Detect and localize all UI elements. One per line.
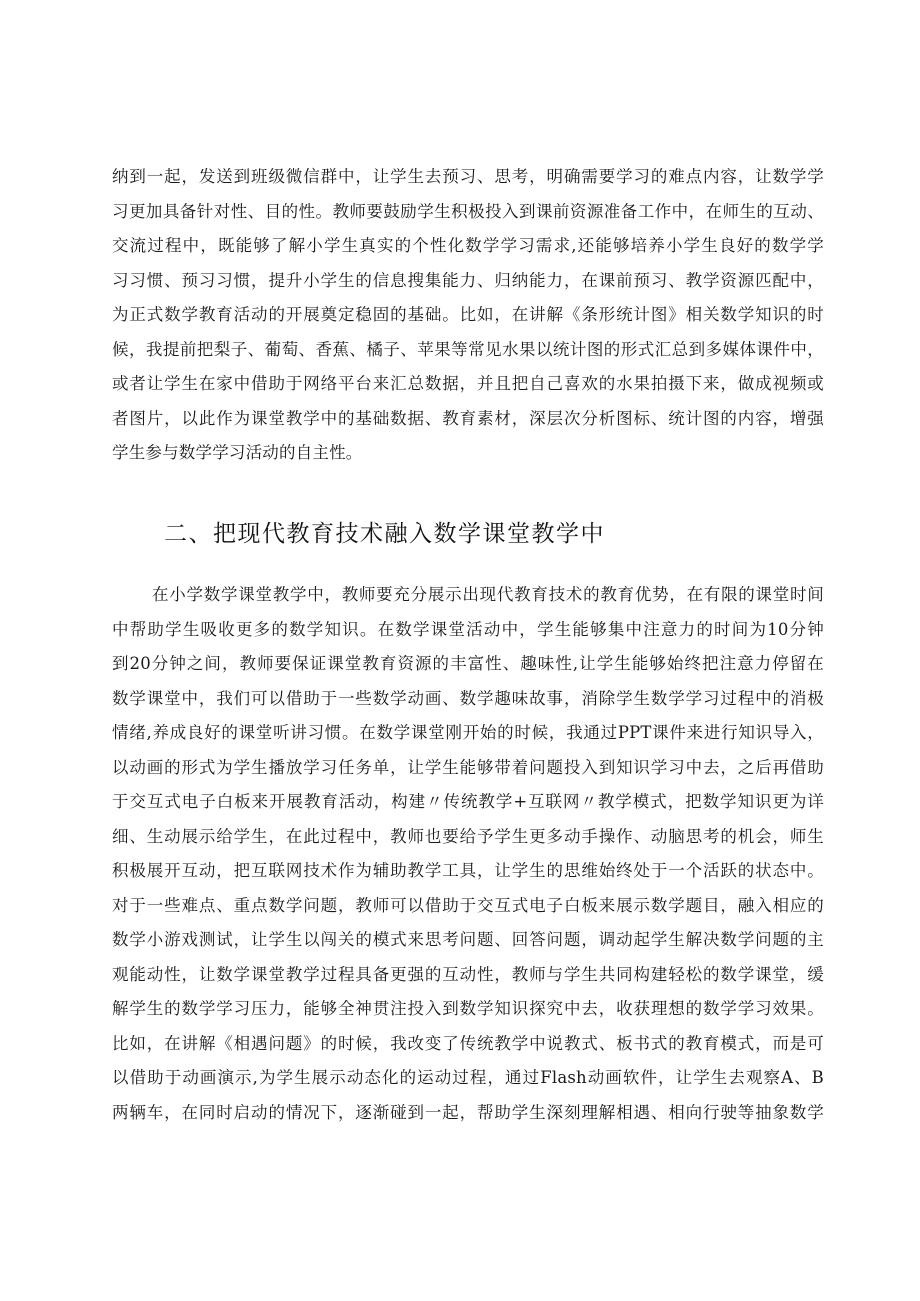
text-line: 细、生动展示给学生，在此过程中，教师也要给予学生更多动手操作、动脑思考的机会，师生 xyxy=(112,826,824,846)
text-line: 以借助于动画演示,为学生展示动态化的运动过程，通过Flash动画软件，让学生去观察A、B xyxy=(112,1068,824,1087)
text-line: 在小学数学课堂教学中，教师要充分展示出现代教育技术的教育优势，在有限的课堂时间 xyxy=(152,585,824,604)
text-line: 于交互式电子白板来开展教育活动，构建〃传统教学+互联网〃教学模式，把数学知识更为详 xyxy=(112,792,824,811)
text-line: 两辆车，在同时启动的情况下，逐渐碰到一起，帮助学生深刻理解相遇、相向行驶等抽象数学 xyxy=(112,1102,824,1122)
text-line: 为正式数学教育活动的开展奠定稳固的基础。比如，在讲解《条形统计图》相关数学知识的时 xyxy=(112,305,824,324)
text-line: 数学课堂中，我们可以借助于一些数学动画、数学趣味故事，消除学生数学学习过程中的消极 xyxy=(112,688,824,708)
section-heading: 二、把现代教育技术融入数学课堂教学中 xyxy=(164,521,605,547)
text-line: 中帮助学生吸收更多的数学知识。在数学课堂活动中，学生能够集中注意力的时间为10分钟 xyxy=(112,619,824,639)
text-line: 情绪,养成良好的课堂听讲习惯。在数学课堂刚开始的时候，我通过PPT课件来进行知识导入， xyxy=(112,723,824,742)
paragraph-2 xyxy=(112,578,824,1130)
text-line: 解学生的数学学习压力，能够全神贯注投入到数学知识探究中去，收获理想的数学学习效果。 xyxy=(112,999,824,1018)
text-line: 者图片，以此作为课堂教学中的基础数据、教育素材，深层次分析图标、统计图的内容，增强 xyxy=(112,408,824,428)
text-line: 以动画的形式为学生播放学习任务单，让学生能够带着问题投入到知识学习中去，之后再借助 xyxy=(112,757,824,777)
text-line: 候，我提前把梨子、葡萄、香蕉、橘子、苹果等常见水果以统计图的形式汇总到多媒体课件中， xyxy=(112,339,824,359)
text-line: 或者让学生在家中借助于网络平台来汇总数据，并且把自己喜欢的水果拍摄下来，做成视频或 xyxy=(112,374,824,393)
text-line: 比如，在讲解《相遇问题》的时候，我改变了传统教学中说教式、板书式的教育模式，而是可 xyxy=(112,1033,824,1053)
text-line: 对于一些难点、重点数学问题，教师可以借助于交互式电子白板来展示数学题目，融入相应的 xyxy=(112,895,824,915)
text-line: 学生参与数学学习活动的自主性。 xyxy=(112,443,363,462)
paragraph-1 xyxy=(112,160,824,471)
text-line: 数学小游戏测试，让学生以闯关的模式来思考问题、回答问题，调动起学生解决数学问题的主 xyxy=(112,930,824,949)
text-line: 观能动性，让数学课堂教学过程具备更强的互动性，教师与学生共同构建轻松的数学课堂，缓 xyxy=(112,964,824,984)
text-line: 纳到一起，发送到班级微信群中，让学生去预习、思考，明确需要学习的难点内容，让数学学 xyxy=(112,167,824,186)
text-line: 习习惯、预习习惯，提升小学生的信息搜集能力、归纳能力，在课前预习、教学资源匹配中， xyxy=(112,270,824,290)
text-line: 积极展开互动，把互联网技术作为辅助教学工具，让学生的思维始终处于一个活跃的状态中。 xyxy=(112,861,824,880)
text-line: 到20分钟之间，教师要保证课堂教育资源的丰富性、趣味性,让学生能够始终把注意力停留在 xyxy=(112,654,824,673)
text-line: 交流过程中，既能够了解小学生真实的个性化数学学习需求,还能够培养小学生良好的数学学 xyxy=(112,236,824,255)
text-line: 习更加具备针对性、目的性。教师要鼓励学生积极投入到课前资源准备工作中，在师生的互动、 xyxy=(112,201,824,221)
